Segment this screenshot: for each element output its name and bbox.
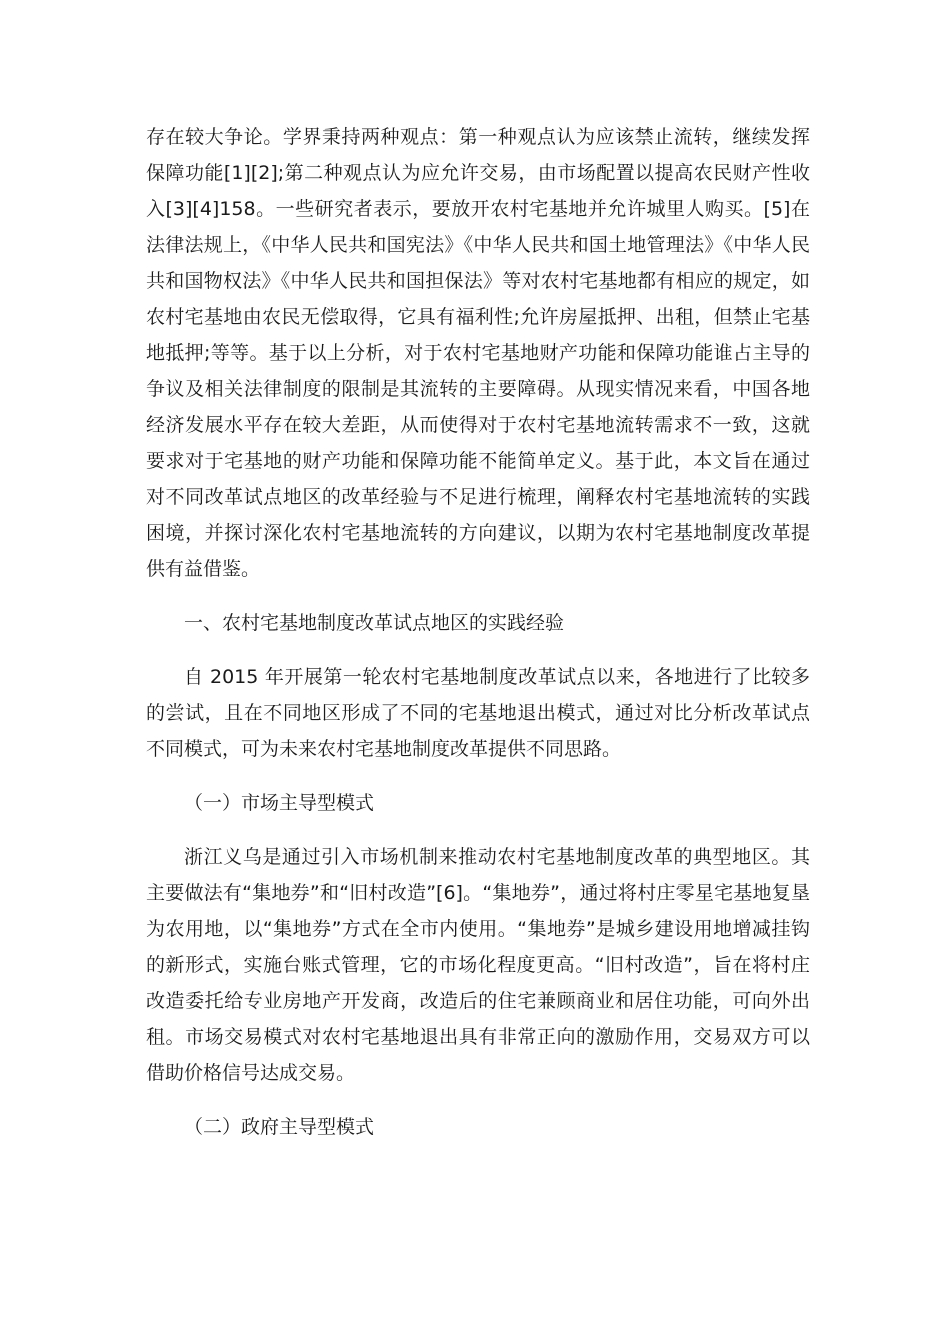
body-paragraph-3: 浙江义乌是通过引入市场机制来推动农村宅基地制度改革的典型地区。其主要做法有“集地券”和“旧村改造”[6]。“集地券”，通过将村庄零星宅基地复垦为农用地，以“集地券”方式在全市内使用。“集地券”是城乡建设用地增减挂钩的新形式，实施台账式管理，它的市场化程度更高。“旧村改造”，旨在将村庄改造委托给专业房地产开发商，改造后的住宅兼顾商业和居住功能，可向外出租。市场交易模式对农村宅基地退出具有非常正向的激励作用，交易双方可以借助价格信号达成交易。 xyxy=(146,846,810,1084)
body-paragraph-2: 自 2015 年开展第一轮农村宅基地制度改革试点以来，各地进行了比较多的尝试，且在不同地区形成了不同的宅基地退出模式，通过对比分析改革试点不同模式，可为未来农村宅基地制度改革提供不同思路。 xyxy=(146,666,810,760)
body-paragraph-1: 存在较大争论。学界秉持两种观点：第一种观点认为应该禁止流转，继续发挥保障功能[1][2];第二种观点认为应允许交易，由市场配置以提高农民财产性收入[3][4]158。一些研究者表示，要放开农村宅基地并允许城里人购买。[5]在法律法规上，《中华人民共和国宪法》《中华人民共和国土地管理法》《中华人民共和国物权法》《中华人民共和国担保法》等对农村宅基地都有相应的规定，如农村宅基地由农民无偿取得，它具有福利性;允许房屋抵押、出租，但禁止宅基地抵押;等等。基于以上分析，对于农村宅基地财产功能和保障功能谁占主导的争议及相关法律制度的限制是其流转的主要障碍。从现实情况来看，中国各地经济发展水平存在较大差距，从而使得对于农村宅基地流转需求不一致，这就要求对于宅基地的财产功能和保障功能不能简单定义。基于此，本文旨在通过对不同改革试点地区的改革经验与不足进行梳理，阐释农村宅基地流转的实践困境，并探讨深化农村宅基地流转的方向建议，以期为农村宅基地制度改革提供有益借鉴。 xyxy=(146,126,810,580)
document-body xyxy=(146,119,810,1145)
subsection-heading-1: （一）市场主导型模式 xyxy=(184,792,375,814)
subsection-heading-2: （二）政府主导型模式 xyxy=(184,1116,375,1138)
section-heading-1: 一、农村宅基地制度改革试点地区的实践经验 xyxy=(184,612,565,634)
